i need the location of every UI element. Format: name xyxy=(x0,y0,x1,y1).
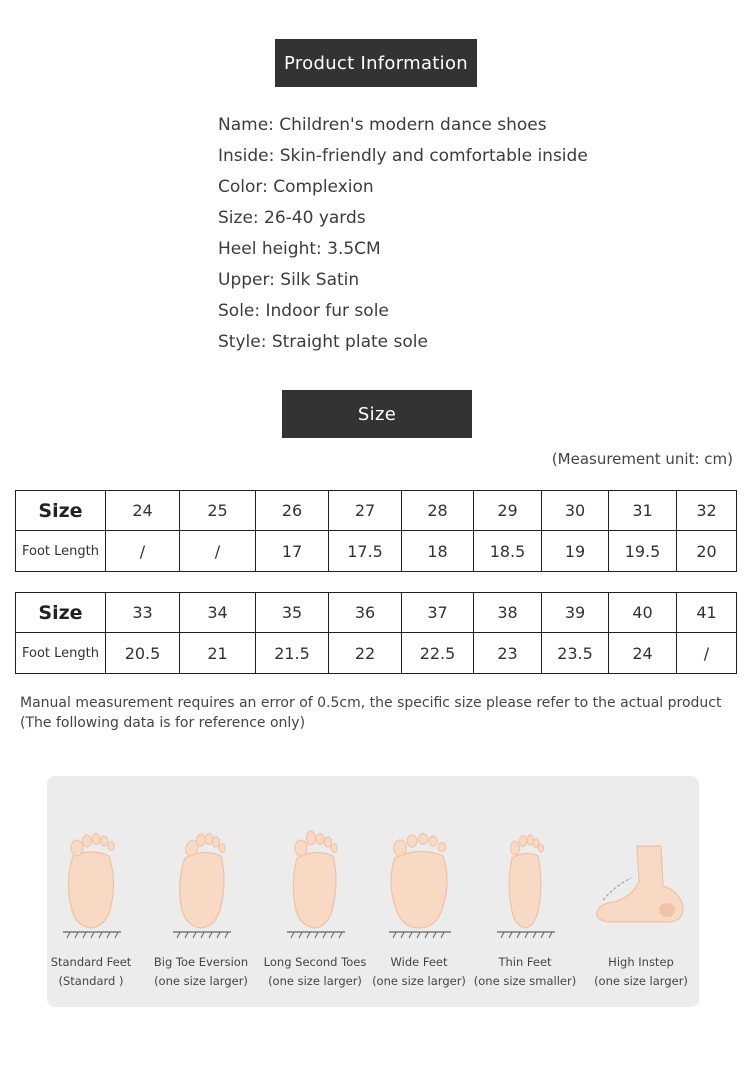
foot-type-note: (one size larger) xyxy=(268,974,362,988)
foot-length-cell: / xyxy=(180,531,256,572)
size-cell: 35 xyxy=(256,593,329,633)
product-information-title-text: Product Information xyxy=(284,52,468,74)
foot-type-name: Wide Feet xyxy=(390,955,448,969)
size-cell: 40 xyxy=(609,593,677,633)
size-cell: 24 xyxy=(106,491,180,531)
info-color: Color: Complexion xyxy=(218,177,374,197)
info-style: Style: Straight plate sole xyxy=(218,332,428,352)
size-table-2 xyxy=(15,592,737,674)
foot-length-cell: 17 xyxy=(256,531,329,572)
size-title xyxy=(282,390,472,438)
foot-length-cell: 18 xyxy=(402,531,474,572)
size-cell: 28 xyxy=(402,491,474,531)
info-heel-height: Heel height: 3.5CM xyxy=(218,239,381,259)
product-information-title xyxy=(275,39,477,87)
foot-type-note: (one size smaller) xyxy=(473,974,577,988)
foot-type-note: (one size larger) xyxy=(594,974,688,988)
foot-length-row xyxy=(16,531,737,572)
foot-type-note: (one size larger) xyxy=(372,974,466,988)
foot-length-cell: 21 xyxy=(180,633,256,674)
foot-length-cell: 18.5 xyxy=(474,531,542,572)
foot-length-row-label: Foot Length xyxy=(16,633,106,674)
size-cell: 25 xyxy=(180,491,256,531)
foot-type-name: Thin Feet xyxy=(498,955,552,969)
info-inside: Inside: Skin-friendly and comfortable inside xyxy=(218,146,588,166)
foot-length-cell: 22.5 xyxy=(402,633,474,674)
size-row-label: Size xyxy=(16,593,106,633)
foot-type-big-toe-eversion xyxy=(145,826,257,988)
size-cell: 29 xyxy=(474,491,542,531)
measurement-unit-note: (Measurement unit: cm) xyxy=(551,450,733,468)
size-cell: 26 xyxy=(256,491,329,531)
size-row xyxy=(16,593,737,633)
size-title-text: Size xyxy=(357,403,397,425)
info-name: Name: Children's modern dance shoes xyxy=(218,115,547,135)
foot-type-thin xyxy=(469,826,581,988)
foot-length-cell: 20 xyxy=(677,531,737,572)
big-toe-eversion-foot-icon xyxy=(161,826,241,941)
foot-length-cell: 23.5 xyxy=(542,633,609,674)
foot-type-name: High Instep xyxy=(608,955,674,969)
foot-length-cell: 17.5 xyxy=(329,531,402,572)
foot-length-cell: / xyxy=(677,633,737,674)
foot-length-cell: / xyxy=(106,531,180,572)
size-cell: 38 xyxy=(474,593,542,633)
foot-type-long-second-toes xyxy=(259,826,371,988)
size-cell: 36 xyxy=(329,593,402,633)
measurement-disclaimer: Manual measurement requires an error of 0.5cm, the specific size please refer to the actual product (The following data is for reference only) xyxy=(20,695,722,731)
high-instep-foot-icon xyxy=(591,826,691,941)
foot-length-cell: 23 xyxy=(474,633,542,674)
size-cell: 37 xyxy=(402,593,474,633)
foot-type-note: (one size larger) xyxy=(154,974,248,988)
foot-type-wide xyxy=(363,826,475,988)
long-second-toe-foot-icon xyxy=(275,826,355,941)
wide-foot-icon xyxy=(379,826,459,941)
foot-length-cell: 24 xyxy=(609,633,677,674)
info-size: Size: 26-40 yards xyxy=(218,208,366,228)
foot-length-cell: 20.5 xyxy=(106,633,180,674)
foot-length-row-label: Foot Length xyxy=(16,531,106,572)
foot-length-cell: 19.5 xyxy=(609,531,677,572)
info-sole: Sole: Indoor fur sole xyxy=(218,301,389,321)
size-row-label: Size xyxy=(16,491,106,531)
size-cell: 32 xyxy=(677,491,737,531)
foot-types-panel xyxy=(47,776,699,1007)
product-info-list xyxy=(218,112,588,360)
foot-length-cell: 19 xyxy=(542,531,609,572)
foot-type-note: (Standard ) xyxy=(58,974,124,988)
foot-type-name: Long Second Toes xyxy=(263,955,367,969)
standard-foot-icon xyxy=(51,826,131,941)
foot-type-name: Standard Feet xyxy=(50,955,132,969)
size-cell: 33 xyxy=(106,593,180,633)
size-cell: 27 xyxy=(329,491,402,531)
foot-type-name: Big Toe Eversion xyxy=(153,955,249,969)
foot-length-cell: 21.5 xyxy=(256,633,329,674)
info-upper: Upper: Silk Satin xyxy=(218,270,360,290)
size-cell: 41 xyxy=(677,593,737,633)
foot-type-standard xyxy=(35,826,147,988)
foot-length-cell: 22 xyxy=(329,633,402,674)
size-cell: 34 xyxy=(180,593,256,633)
size-table-1 xyxy=(15,490,737,572)
size-cell: 39 xyxy=(542,593,609,633)
thin-foot-icon xyxy=(485,826,565,941)
foot-length-row xyxy=(16,633,737,674)
foot-type-high-instep xyxy=(585,826,697,988)
size-cell: 30 xyxy=(542,491,609,531)
size-cell: 31 xyxy=(609,491,677,531)
size-row xyxy=(16,491,737,531)
